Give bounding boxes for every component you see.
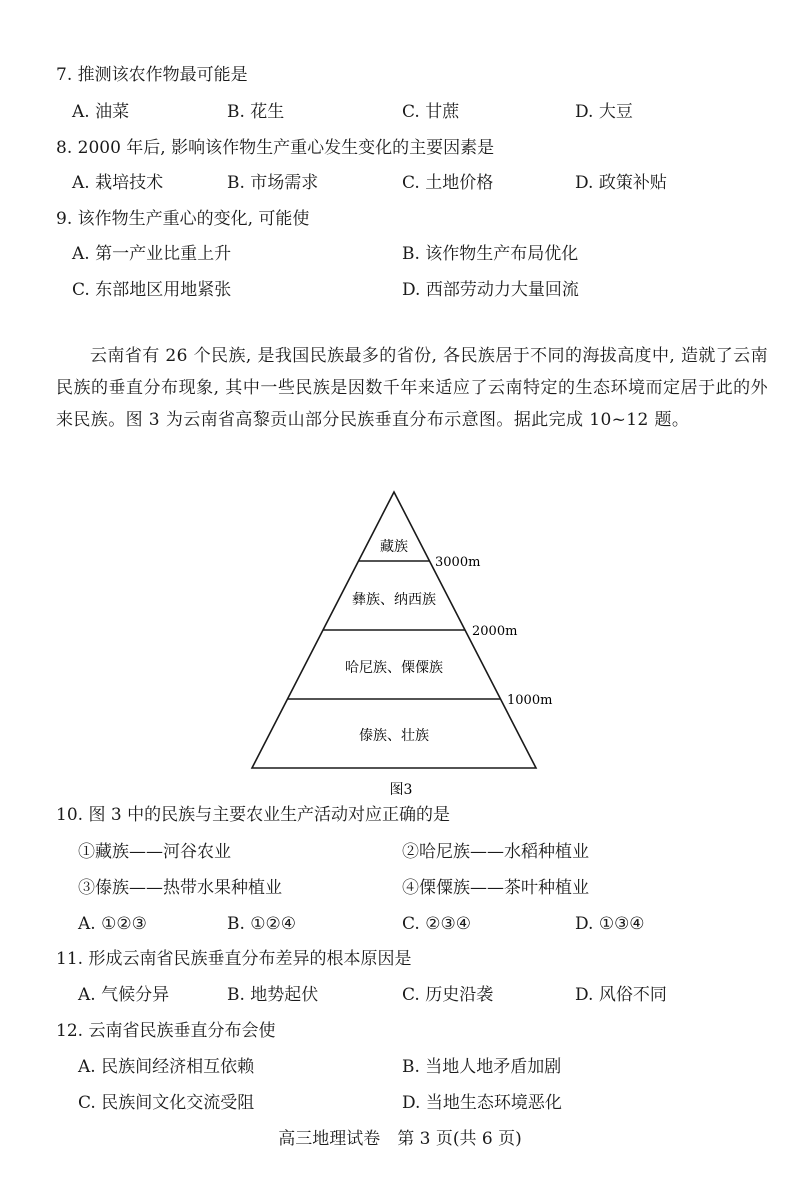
q10-option-d: D. ①③④	[575, 914, 645, 934]
q8-stem: 8. 2000 年后, 影响该作物生产重心发生变化的主要因素是	[56, 138, 495, 158]
layer-label-zang: 藏族	[380, 539, 408, 555]
q9-stem: 9. 该作物生产重心的变化, 可能使	[56, 209, 310, 229]
figure-caption: 图3	[389, 782, 413, 798]
q7-option-d: D. 大豆	[575, 102, 633, 122]
q12-stem: 12. 云南省民族垂直分布会使	[56, 1021, 276, 1041]
q10-stem: 10. 图 3 中的民族与主要农业生产活动对应正确的是	[56, 805, 451, 825]
elevation-3000m: 3000m	[435, 555, 481, 570]
q8-option-a: A. 栽培技术	[72, 173, 164, 193]
q12-option-d: D. 当地生态环境恶化	[402, 1093, 562, 1113]
page-footer: 高三地理试卷 第 3 页(共 6 页)	[278, 1129, 522, 1149]
elevation-2000m: 2000m	[472, 624, 518, 639]
q10-option-a: A. ①②③	[78, 914, 147, 934]
q8-option-d: D. 政策补贴	[575, 173, 667, 193]
q12-option-a: A. 民族间经济相互依赖	[78, 1057, 255, 1077]
q9-option-d: D. 西部劳动力大量回流	[402, 280, 579, 300]
q11-option-a: A. 气候分异	[78, 985, 170, 1005]
q9-option-b: B. 该作物生产布局优化	[402, 244, 579, 264]
layer-label-hani-lisu: 哈尼族、傈僳族	[345, 660, 443, 676]
layer-label-dai-zhuang: 傣族、壮族	[359, 728, 429, 744]
q7-stem: 7. 推测该农作物最可能是	[56, 65, 248, 85]
q11-option-c: C. 历史沿袭	[402, 985, 494, 1005]
q9-option-a: A. 第一产业比重上升	[72, 244, 232, 264]
q11-stem: 11. 形成云南省民族垂直分布差异的根本原因是	[56, 949, 412, 969]
q8-option-b: B. 市场需求	[227, 173, 319, 193]
layer-label-yi-naxi: 彝族、纳西族	[352, 592, 436, 608]
q12-option-c: C. 民族间文化交流受阻	[78, 1093, 255, 1113]
q10-option-c: C. ②③④	[402, 914, 471, 934]
q12-option-b: B. 当地人地矛盾加剧	[402, 1057, 562, 1077]
q10-option-b: B. ①②④	[227, 914, 297, 934]
q7-option-b: B. 花生	[227, 102, 285, 122]
q10-statement-3: ③傣族——热带水果种植业	[78, 878, 282, 898]
q10-statement-4: ④傈僳族——茶叶种植业	[402, 878, 589, 898]
q7-option-a: A. 油菜	[72, 102, 130, 122]
q8-option-c: C. 土地价格	[402, 173, 494, 193]
q10-statement-2: ②哈尼族——水稻种植业	[402, 842, 589, 862]
q7-option-c: C. 甘蔗	[402, 102, 460, 122]
q10-statement-1: ①藏族——河谷农业	[78, 842, 231, 862]
q9-option-c: C. 东部地区用地紧张	[72, 280, 232, 300]
figure-3-pyramid	[0, 486, 800, 806]
passage: 云南省有 26 个民族, 是我国民族最多的省份, 各民族居于不同的海拔高度中, 造就了云南民族的垂直分布现象, 其中一些民族是因数千年来适应了云南特定的生态环境而定居于此的外来民族。图 3 为云南省高黎贡山部分民族垂直分布示意图。据此完成 10~12 题。	[56, 346, 768, 430]
elevation-1000m: 1000m	[507, 693, 553, 708]
q11-option-d: D. 风俗不同	[575, 985, 667, 1005]
q11-option-b: B. 地势起伏	[227, 985, 319, 1005]
